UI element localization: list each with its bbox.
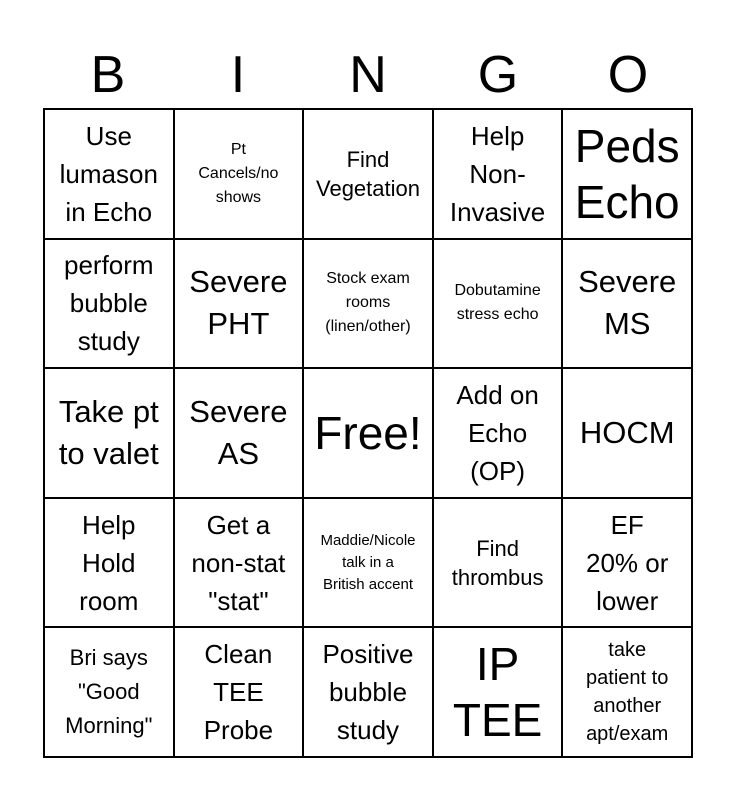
- cell-text: IP TEE: [452, 638, 543, 747]
- cell-text: Peds Echo: [574, 119, 680, 228]
- bingo-cell-r1c2[interactable]: [175, 110, 305, 240]
- bingo-cell-r3c2[interactable]: [175, 369, 305, 499]
- bingo-cell-r3c3[interactable]: [304, 369, 434, 499]
- cell-text: perform bubble study: [64, 250, 154, 357]
- cell-text: Severe PHT: [189, 264, 288, 342]
- bingo-cell-r1c5[interactable]: [563, 110, 693, 240]
- bingo-cell-r1c3[interactable]: [304, 110, 434, 240]
- cell-text: Severe MS: [578, 264, 677, 342]
- bingo-cell-r3c4[interactable]: [434, 369, 564, 499]
- bingo-cell-r3c5[interactable]: [563, 369, 693, 499]
- cell-text: Dobutamine stress echo: [454, 282, 541, 324]
- bingo-cell-r2c3[interactable]: [304, 240, 434, 370]
- bingo-cell-r4c5[interactable]: [563, 499, 693, 629]
- cell-text: Get a non-stat "stat": [191, 509, 286, 616]
- header-letter-n: N: [349, 46, 387, 104]
- bingo-cell-r1c4[interactable]: [434, 110, 564, 240]
- bingo-cell-r5c4[interactable]: [434, 628, 564, 758]
- bingo-cell-r2c2[interactable]: [175, 240, 305, 370]
- cell-text: Bri says "Good Morning": [65, 645, 153, 739]
- cell-text: Use lumason in Echo: [59, 120, 158, 227]
- bingo-cell-r2c1[interactable]: [45, 240, 175, 370]
- bingo-cell-r1c1[interactable]: [45, 110, 175, 240]
- header-letter-o: O: [607, 46, 649, 104]
- bingo-cell-r5c1[interactable]: [45, 628, 175, 758]
- bingo-cell-r4c4[interactable]: [434, 499, 564, 629]
- cell-text: Severe AS: [189, 393, 288, 471]
- cell-text: Maddie/Nicole talk in a British accent: [320, 531, 416, 593]
- cell-text: Help Hold room: [79, 509, 139, 616]
- header-letter-i: I: [230, 46, 246, 104]
- bingo-cell-r5c2[interactable]: [175, 628, 305, 758]
- bingo-cell-r2c4[interactable]: [434, 240, 564, 370]
- cell-text: Find Vegetation: [316, 146, 420, 201]
- bingo-header: [43, 42, 693, 108]
- bingo-cell-r4c2[interactable]: [175, 499, 305, 629]
- bingo-cell-r4c3[interactable]: [304, 499, 434, 629]
- bingo-cell-r5c3[interactable]: [304, 628, 434, 758]
- bingo-cell-r2c5[interactable]: [563, 240, 693, 370]
- bingo-board: [43, 108, 693, 758]
- header-letter-g: G: [477, 46, 519, 104]
- cell-text: take patient to another apt/exam: [586, 639, 669, 746]
- cell-text: Positive bubble study: [322, 639, 414, 746]
- cell-text: Add on Echo (OP): [456, 379, 539, 486]
- cell-text: Stock exam rooms (linen/other): [325, 270, 411, 336]
- bingo-cell-r4c1[interactable]: [45, 499, 175, 629]
- cell-text: Clean TEE Probe: [203, 639, 274, 746]
- cell-text: Help Non- Invasive: [449, 120, 546, 227]
- cell-text: Take pt to valet: [58, 393, 159, 471]
- bingo-cell-r3c1[interactable]: [45, 369, 175, 499]
- cell-text: Find thrombus: [451, 535, 544, 590]
- cell-text: HOCM: [579, 414, 675, 450]
- cell-text: Pt Cancels/no shows: [198, 140, 279, 206]
- bingo-cell-r5c5[interactable]: [563, 628, 693, 758]
- cell-text: Free!: [314, 406, 422, 459]
- header-letter-b: B: [90, 46, 126, 104]
- cell-text: EF 20% or lower: [586, 509, 669, 616]
